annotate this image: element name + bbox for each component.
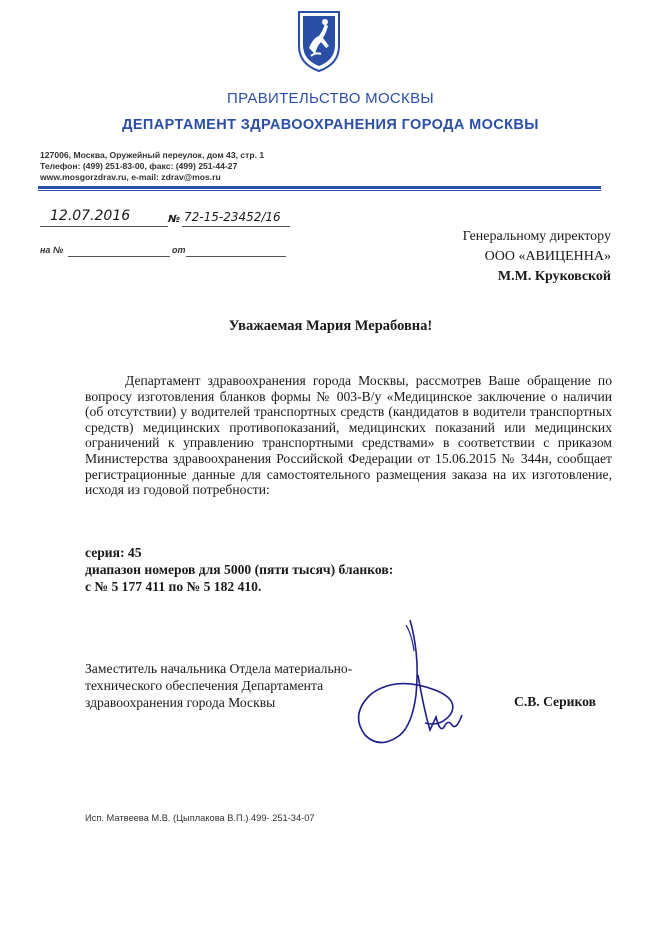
numbers-line: с № 5 177 411 по № 5 182 410. [85, 579, 262, 594]
letterhead-rule [38, 186, 601, 189]
registration-number: 72-15-23452/16 [184, 210, 281, 224]
number-underline [182, 226, 290, 227]
web-line: www.mosgorzdrav.ru, e-mail: zdrav@mos.ru [40, 172, 221, 182]
reply-to-label: на № [40, 245, 64, 255]
greeting: Уважаемая Мария Мерабовна! [228, 318, 433, 334]
government-title: ПРАВИТЕЛЬСТВО МОСКВЫ [227, 90, 434, 107]
signer-title-line1: Заместитель начальника Отдела материально- [85, 661, 353, 676]
reply-date-line [186, 256, 286, 257]
phone-line: Телефон: (499) 251-83-00, факс: (499) 251-44-27 [40, 161, 238, 171]
department-title: ДЕПАРТАМЕНТ ЗДРАВООХРАНЕНИЯ ГОРОДА МОСКВЫ [122, 117, 539, 133]
series-line: серия: 45 [85, 545, 142, 560]
reply-from-label: от [172, 245, 186, 255]
handwritten-signature [340, 615, 490, 760]
range-line: диапазон номеров для 5000 (пяти тысяч) бланков: [85, 562, 394, 577]
reply-number-line [68, 256, 170, 257]
date-underline [40, 226, 168, 227]
recipient-company: ООО «АВИЦЕННА» [484, 249, 611, 264]
recipient-position: Генеральному директору [462, 229, 611, 244]
address-line: 127006, Москва, Оружейный переулок, дом 43, стр. 1 [40, 150, 265, 160]
signer-title-line2: технического обеспечения Департамента [85, 678, 324, 693]
letter-body [85, 373, 612, 498]
signer-title-line3: здравоохранения города Москвы [85, 695, 276, 710]
signer-title [85, 660, 352, 711]
moscow-coat-of-arms-icon [295, 8, 343, 74]
signer-name: С.В. Сериков [514, 694, 596, 709]
letterhead-rule-thin [38, 190, 601, 191]
letterhead-contacts [40, 150, 264, 183]
registration-date: 12.07.2016 [50, 208, 131, 224]
registration-number-prefix: № [168, 214, 181, 225]
recipient-name: М.М. Круковской [497, 269, 611, 284]
body-paragraph: Департамент здравоохранения города Москвы, рассмотрев Ваше обращение по вопросу изготовления бланков формы № 003-В/у «Медицинское заключение о наличии (об отсутствии) у водителей транспортных средств (кандидатов в водители транспортных средств) медицинских противопоказаний, медицинских показаний или медицинских ограничений к управлению транспортными средствами» в соответствии с приказом Министерства здравоохранения Российской Федерации от 15.06.2015 № 344н, сообщает регистрационные данные для самостоятельного размещения заказа на их изготовление, исходя из годовой потребности: [85, 373, 612, 498]
form-details [85, 544, 393, 595]
executor-line: Исп. Матвеева М.В. (Цыплакова В.П.) 499- 251-34-07 [85, 813, 315, 823]
recipient-block [463, 227, 611, 287]
